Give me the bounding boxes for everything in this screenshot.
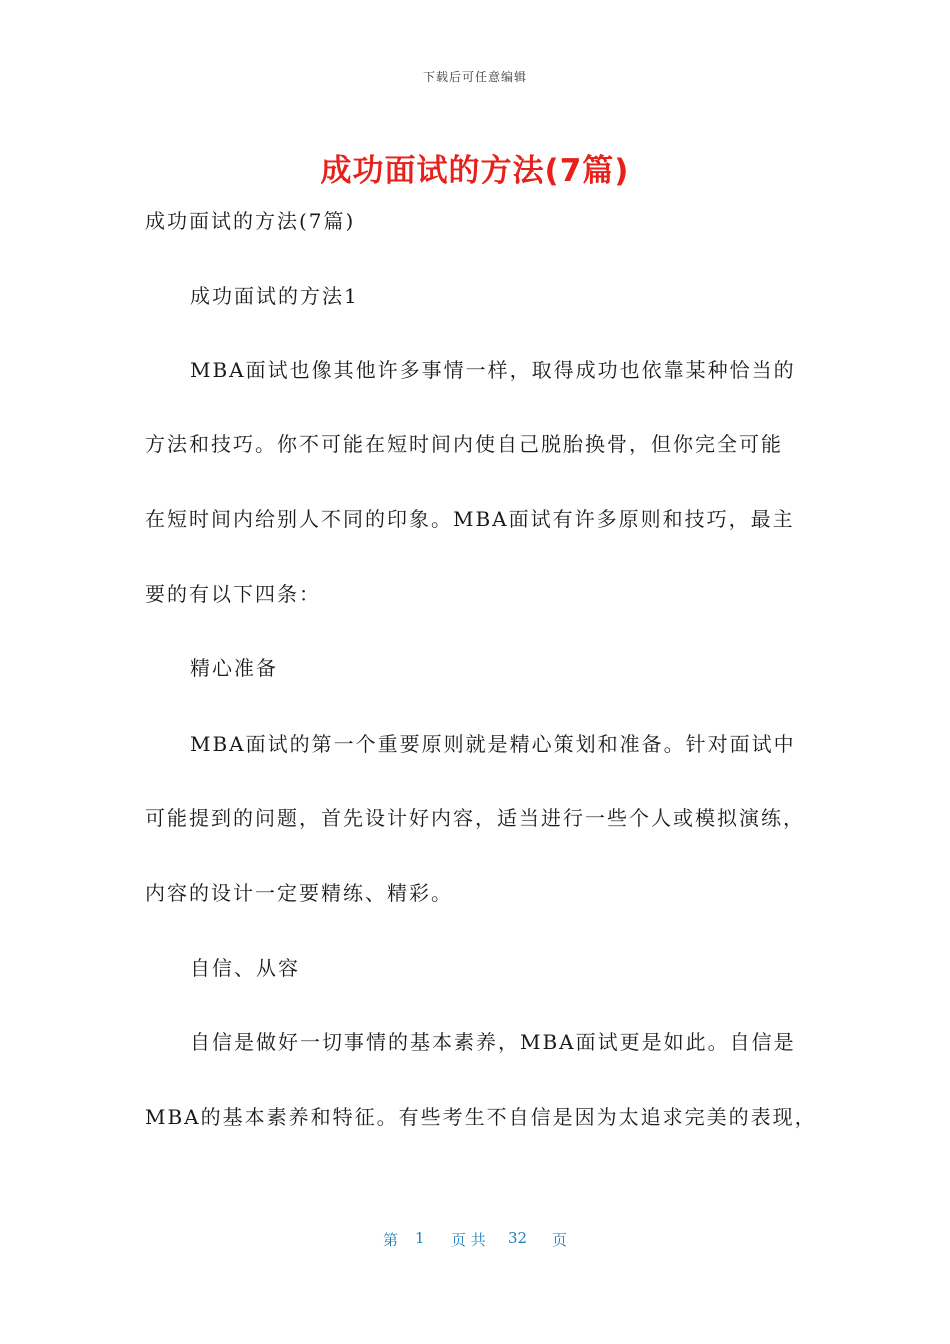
paragraph-line: 内容的设计一定要精练、精彩。 [145,881,453,905]
page-footer [0,1229,950,1251]
page-prefix: 第 [383,1231,399,1249]
paragraph-line: MBA的基本素养和特征。有些考生不自信是因为太追求完美的表现， [145,1105,817,1129]
paragraph-line: MBA面试的第一个重要原则就是精心策划和准备。针对面试中 [190,732,796,756]
paragraph-line: 要的有以下四条： [145,582,321,606]
subtitle-line: 成功面试的方法(7篇) [145,209,356,233]
header-note: 下载后可任意编辑 [422,70,527,84]
paragraph-line: 方法和技巧。你不可能在短时间内使自己脱胎换骨，但你完全可能 [145,432,783,456]
paragraph-line: MBA面试也像其他许多事情一样，取得成功也依靠某种恰当的 [190,358,796,382]
page-mid: 页 共 [451,1231,486,1249]
paragraph-line: 可能提到的问题，首先设计好内容，适当进行一些个人或模拟演练， [145,806,805,830]
paragraph-line: 在短时间内给别人不同的印象。MBA面试有许多原则和技巧，最主 [145,507,795,531]
section-heading: 成功面试的方法1 [190,284,359,308]
document-title: 成功面试的方法(7篇) [320,153,630,189]
page-suffix: 页 [552,1231,568,1249]
section-heading: 自信、从容 [190,956,300,980]
page-total: 32 [508,1229,528,1247]
paragraph-line: 自信是做好一切事情的基本素养，MBA面试更是如此。自信是 [190,1030,796,1054]
section-heading: 精心准备 [190,656,278,680]
page-number: 1 [415,1229,425,1247]
